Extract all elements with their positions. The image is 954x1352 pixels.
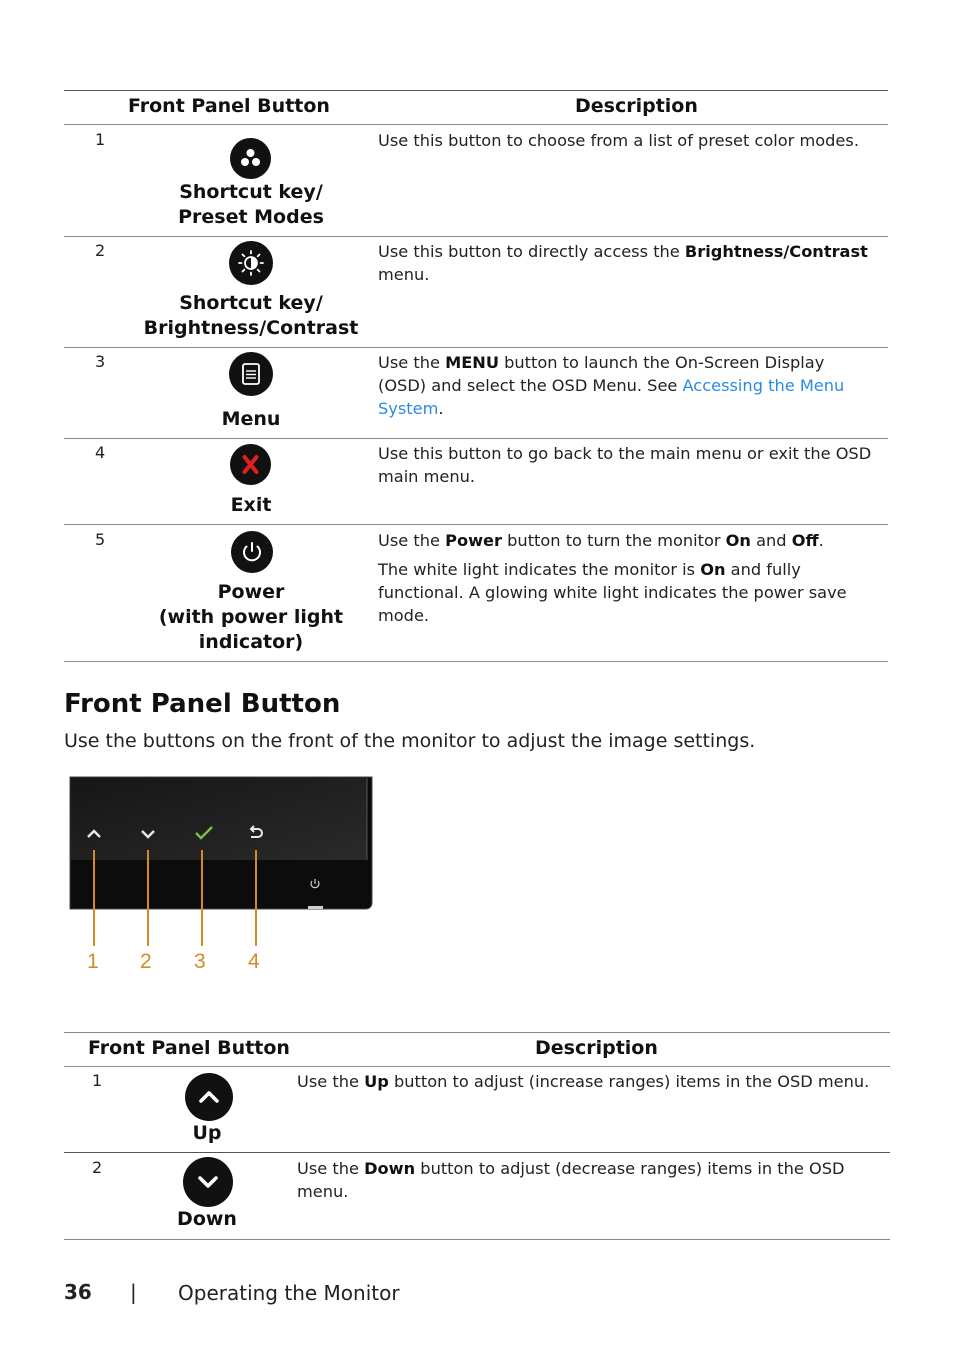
row-number: 1 xyxy=(92,1071,103,1090)
row-description: Use this button to go back to the main menu or exit the OSD main menu. xyxy=(378,444,872,486)
callout-line xyxy=(93,850,95,946)
table1-header-button: Front Panel Button xyxy=(128,95,330,117)
row-divider xyxy=(64,236,888,237)
page-number: 36 xyxy=(64,1280,92,1304)
footer-separator: | xyxy=(130,1280,137,1304)
table1-header-rule xyxy=(64,124,888,125)
preset-modes-icon xyxy=(230,138,271,179)
row-divider xyxy=(64,438,888,439)
row-description: Use the Power button to turn the monitor On and Off. xyxy=(378,531,824,550)
row-description: Use this button to choose from a list of preset color modes. xyxy=(378,131,859,150)
row-number: 1 xyxy=(95,130,106,149)
table2-bottom-rule xyxy=(64,1239,890,1240)
up-arrow-icon xyxy=(85,826,103,842)
row-divider xyxy=(64,347,888,348)
callout-line xyxy=(255,850,257,946)
check-icon xyxy=(193,824,215,842)
brightness-contrast-icon xyxy=(229,241,273,285)
section-intro: Use the buttons on the front of the monitor to adjust the image settings. xyxy=(64,730,756,752)
row-number: 5 xyxy=(95,530,106,549)
row-description: Use the Up button to adjust (increase ranges) items in the OSD menu. xyxy=(297,1072,870,1091)
callout-line xyxy=(201,850,203,946)
table2-header-description: Description xyxy=(535,1037,658,1059)
exit-icon xyxy=(230,444,271,485)
shortcut-brightness-label: Shortcut key/ Brightness/Contrast xyxy=(143,292,359,339)
callout-line xyxy=(147,850,149,946)
up-label: Up xyxy=(192,1122,222,1144)
table2-header-rule xyxy=(64,1066,890,1067)
section-title: Front Panel Button xyxy=(64,689,341,719)
row-divider xyxy=(64,1152,890,1153)
accessing-menu-link[interactable]: Accessing the Menu xyxy=(682,376,845,395)
down-label: Down xyxy=(177,1208,237,1230)
menu-system-link[interactable]: System xyxy=(378,399,439,418)
row-divider xyxy=(64,524,888,525)
row-description: Use the MENU button to launch the On-Screen Display (OSD) and select the OSD Menu. See Accessing the Menu System. xyxy=(378,353,845,418)
front-panel-figure xyxy=(64,776,384,976)
up-button-icon xyxy=(185,1073,233,1121)
table1-header-description: Description xyxy=(575,95,698,117)
row-number: 4 xyxy=(95,443,106,462)
down-button-icon xyxy=(183,1157,233,1207)
row-description: Use this button to directly access the Brightness/Contrast menu. xyxy=(378,242,868,284)
table1-top-rule xyxy=(64,90,888,91)
shortcut-preset-label: Shortcut key/ Preset Modes xyxy=(178,181,324,228)
power-label: Power (with power light indicator) xyxy=(158,581,344,653)
back-icon xyxy=(246,824,266,842)
table1-bottom-rule xyxy=(64,661,888,662)
power-button-icon xyxy=(308,877,322,891)
chapter-title: Operating the Monitor xyxy=(178,1281,400,1305)
row-description: Use the Down button to adjust (decrease ranges) items in the OSD menu. xyxy=(297,1159,845,1201)
exit-label: Exit xyxy=(230,494,272,516)
row-number: 3 xyxy=(95,352,106,371)
down-arrow-icon xyxy=(139,826,157,842)
row-number: 2 xyxy=(92,1158,103,1177)
callout-number: 2 xyxy=(140,950,152,973)
callout-number: 1 xyxy=(87,950,99,973)
row-description-2: The white light indicates the monitor is On and fully functional. A glowing white light indicates the power save mode. xyxy=(378,560,847,625)
power-icon xyxy=(231,531,273,573)
row-number: 2 xyxy=(95,241,106,260)
table2-header-button: Front Panel Button xyxy=(88,1037,290,1059)
callout-number: 4 xyxy=(248,950,260,973)
callout-number: 3 xyxy=(194,950,206,973)
menu-label: Menu xyxy=(221,408,281,430)
menu-icon xyxy=(229,352,273,396)
table2-top-rule xyxy=(64,1032,890,1033)
